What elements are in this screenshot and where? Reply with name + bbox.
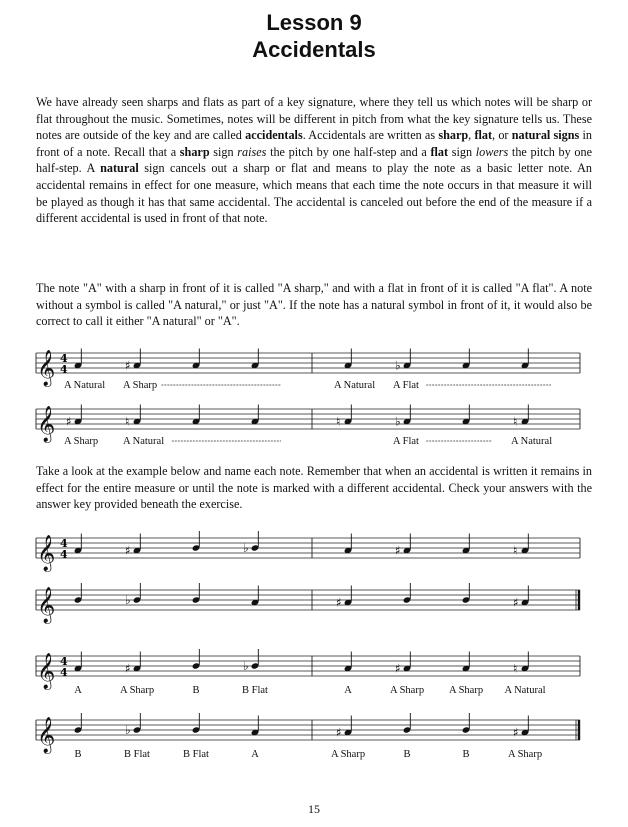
intro-text-run: flat — [474, 128, 493, 143]
time-signature-top: 4 — [60, 537, 68, 550]
time-signature-top: 4 — [60, 655, 68, 668]
treble-clef-icon: 𝄞 — [37, 653, 56, 689]
sharp-icon: ♯ — [395, 661, 401, 676]
note-label: B — [403, 749, 411, 760]
note-label: A Sharp — [507, 749, 543, 760]
note-label: A — [344, 685, 352, 696]
time-signature-bottom: 4 — [60, 666, 68, 679]
intro-text-run: . Accidentals are written as — [302, 128, 439, 143]
intro-text-run: flat — [430, 144, 449, 159]
intro-text-run: sign cancels out a sharp or flat and means to play the note as a basic letter note. An accidental remains in effect for one measure, which means that each time the note occurs in that measure it will be played as though it has that same accidental. The accidental is canceled out before the end of the measure if a different accidental is used in front of that note. — [36, 161, 592, 226]
treble-clef-icon: 𝄞 — [37, 587, 56, 623]
exercise-paragraph: Take a look at the example below and name each note. Remember that when an accidental is written it remains in effect for the entire measure or until the note is marked with a different accidental. Check your answers with the answer key provided beneath the exercise. — [36, 464, 592, 512]
sharp-icon: ♯ — [513, 595, 519, 610]
sharp-icon: ♯ — [513, 725, 519, 740]
note-label: A Natural — [123, 436, 165, 447]
time-signature-bottom: 4 — [60, 548, 68, 561]
note-label: A Natural — [511, 436, 553, 447]
sharp-icon: ♯ — [336, 725, 342, 740]
example-staff-1 — [0, 345, 628, 395]
note-label: A Natural — [334, 380, 376, 391]
intro-text-run: natural — [100, 161, 139, 176]
note-label: A Flat — [393, 436, 419, 447]
natural-icon: ♮ — [513, 414, 518, 429]
intro-text-run: , — [468, 128, 475, 143]
flat-icon: ♭ — [395, 414, 401, 429]
natural-icon: ♮ — [513, 543, 518, 558]
note-label: A Natural — [64, 380, 106, 391]
answer-staff-2 — [0, 712, 628, 772]
natural-icon: ♮ — [336, 414, 341, 429]
sharp-icon: ♯ — [395, 543, 401, 558]
sharp-icon: ♯ — [125, 543, 131, 558]
note-label: A Natural — [504, 685, 546, 696]
flat-icon: ♭ — [243, 659, 249, 673]
note-label: A Sharp — [123, 380, 158, 391]
intro-text-run: raises — [237, 144, 267, 159]
page-number: 15 — [308, 802, 320, 816]
sharp-icon: ♯ — [336, 595, 342, 610]
intro-text-run: sign — [448, 144, 476, 159]
note-label: B Flat — [183, 749, 209, 760]
note-label: A Sharp — [448, 685, 484, 696]
note-label: A — [251, 749, 259, 760]
sharp-icon: ♯ — [125, 358, 131, 373]
intro-text-run: natural signs — [511, 128, 580, 143]
intro-text-run: accidentals — [245, 128, 303, 143]
exercise-staff-2 — [0, 582, 628, 632]
note-label: A Flat — [393, 380, 419, 391]
note-label: B Flat — [124, 749, 150, 760]
intro-text-run: We have already seen sharps and flats as part of a key signature, where they tell us which notes will be sharp or flat throughout the music. Sometimes, notes will be different in pitch from what the key signature tells us. These notes are outside of the key and are called — [36, 95, 592, 143]
treble-clef-icon: 𝄞 — [37, 717, 56, 753]
example-staff-2 — [0, 401, 628, 451]
note-label: A Sharp — [119, 685, 155, 696]
note-label: A — [74, 685, 82, 696]
intro-text-run: the pitch by one half-step. A — [36, 144, 592, 176]
sharp-icon: ♯ — [66, 414, 72, 429]
intro-text-run: lowers — [475, 144, 509, 159]
treble-clef-icon: 𝄞 — [37, 535, 56, 571]
sharp-icon: ♯ — [125, 661, 131, 676]
note-label: A Sharp — [389, 685, 425, 696]
intro-text-run: the pitch by one half-step and a — [266, 144, 431, 159]
natural-icon: ♮ — [125, 414, 130, 429]
lesson-number: Lesson 9 — [266, 10, 362, 35]
note-label: A Sharp — [330, 749, 366, 760]
intro-text-run: , or — [492, 128, 512, 143]
intro-text-run: in front of a note. Recall that a — [36, 128, 593, 159]
intro-text-run: sharp — [438, 128, 469, 143]
lesson-title: Accidentals — [252, 37, 376, 62]
exercise-staff-1 — [0, 530, 628, 580]
note-label: B — [74, 749, 82, 760]
time-signature-bottom: 4 — [60, 363, 68, 376]
intro-text-run: sharp — [179, 144, 210, 159]
note-label: B — [192, 685, 200, 696]
natural-icon: ♮ — [513, 661, 518, 676]
flat-icon: ♭ — [243, 541, 249, 555]
flat-icon: ♭ — [395, 358, 401, 373]
treble-clef-icon: 𝄞 — [37, 350, 56, 386]
flat-icon: ♭ — [125, 723, 131, 737]
flat-icon: ♭ — [125, 593, 131, 607]
answer-staff-1 — [0, 648, 628, 708]
note-label: B Flat — [242, 685, 268, 696]
intro-text-run: sign — [209, 144, 238, 159]
note-label: B — [462, 749, 470, 760]
naming-paragraph: The note "A" with a sharp in front of it is called "A sharp," and with a flat in front of it is called "A flat". A note without a symbol is called "A natural," or just "A". If the note has a natural symbol in front of it, it would also be correct to call it either "A natural" or "A". — [36, 281, 592, 329]
treble-clef-icon: 𝄞 — [37, 406, 56, 442]
intro-paragraph — [36, 94, 592, 227]
time-signature-top: 4 — [60, 352, 68, 365]
note-label: A Sharp — [64, 436, 99, 447]
